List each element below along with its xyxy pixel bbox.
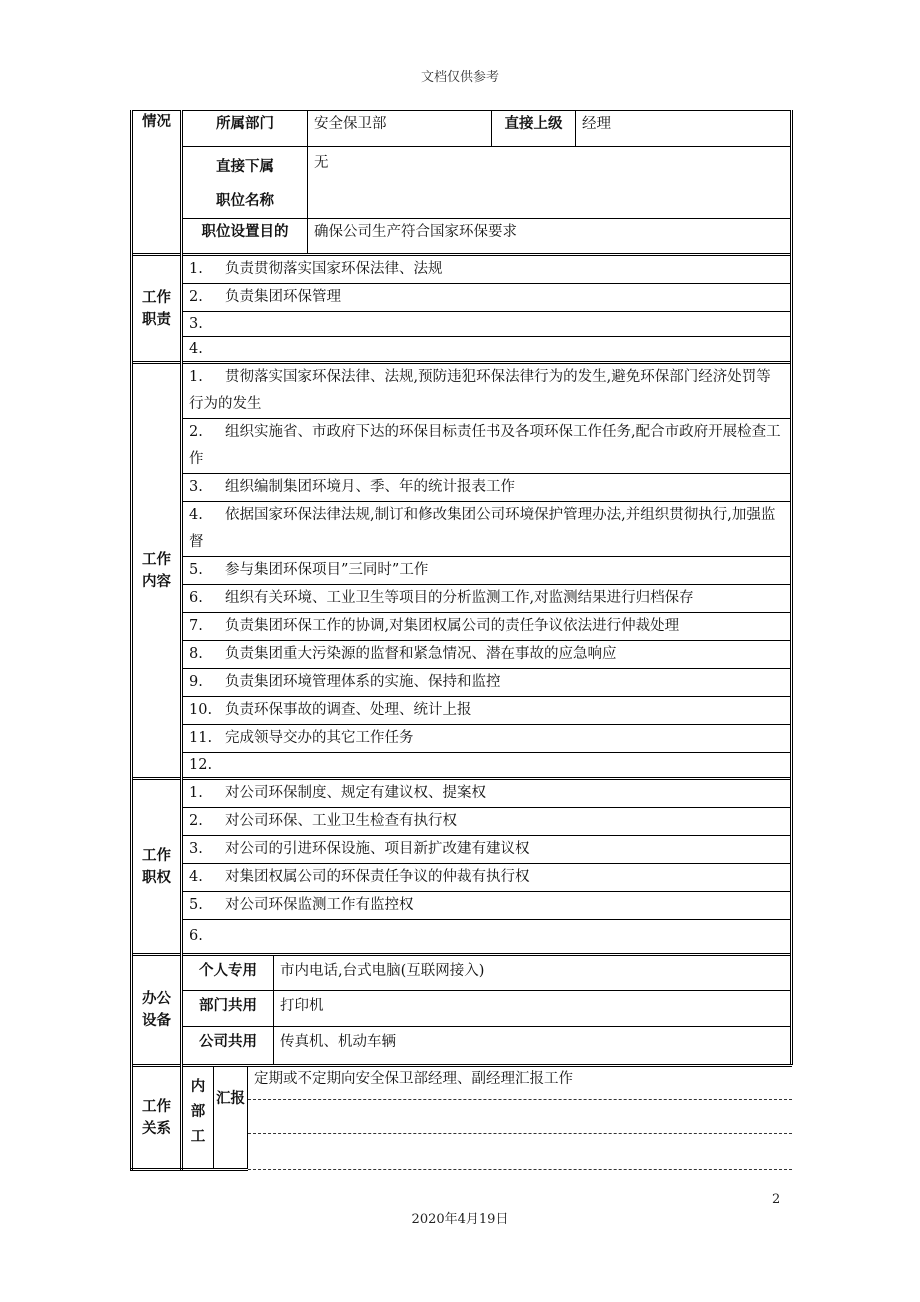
subordinate-label-line-2: 职位名称 <box>216 193 274 209</box>
content-text: 组织编制集团环境月、季、年的统计报表工作 <box>225 479 515 495</box>
content-item-9 <box>182 669 792 697</box>
section-label-authority: 工作职权 <box>132 779 182 954</box>
authority-item-3 <box>182 836 792 864</box>
content-num: 11. <box>189 730 213 746</box>
content-text: 组织有关环境、工业卫生等项目的分析监测工作,对监测结果进行归档保存 <box>225 590 694 606</box>
authority-item-6 <box>182 920 792 954</box>
company-shared-value: 传真机、机动车辆 <box>274 1027 792 1065</box>
section-label-relations: 工作关系 <box>132 1066 182 1170</box>
authority-num: 3. <box>189 841 203 857</box>
content-num: 4. <box>189 507 203 523</box>
section-label-content: 工作内容 <box>132 363 182 779</box>
authority-num: 2. <box>189 813 203 829</box>
content-item-2 <box>182 419 792 474</box>
authority-text: 对公司环保制度、规定有建议权、提案权 <box>225 785 486 801</box>
section-label-situation: 情况 <box>132 111 182 255</box>
content-num: 12. <box>189 757 213 773</box>
authority-num: 5. <box>189 897 203 913</box>
content-num: 8. <box>189 646 203 662</box>
purpose-label: 职位设置目的 <box>182 219 308 255</box>
page-header: 文档仅供参考 <box>420 70 499 85</box>
footer-date: 2020年4月19日 <box>411 1212 509 1227</box>
purpose-value: 确保公司生产符合国家环保要求 <box>308 219 792 255</box>
content-text: 完成领导交办的其它工作任务 <box>225 730 414 746</box>
content-text: 负责集团环保工作的协调,对集团权属公司的责任争议依法进行仲裁处理 <box>225 618 680 634</box>
report-blank-line-2 <box>248 1134 792 1170</box>
duty-item-1 <box>182 255 792 284</box>
subordinate-label <box>182 147 308 219</box>
content-num: 10. <box>189 702 213 718</box>
authority-item-5 <box>182 892 792 920</box>
duty-num: 1. <box>189 261 203 277</box>
authority-num: 6. <box>189 928 203 944</box>
superior-label: 直接上级 <box>492 111 576 147</box>
authority-item-1 <box>182 779 792 808</box>
report-label: 汇报 <box>214 1066 248 1170</box>
content-item-10 <box>182 697 792 725</box>
duty-item-4 <box>182 337 792 363</box>
content-text: 依据国家环保法律法规,制订和修改集团公司环境保护管理办法,并组织贯彻执行,加强监督 <box>189 507 776 550</box>
duty-num: 4. <box>189 341 203 357</box>
content-num: 9. <box>189 674 203 690</box>
authority-text: 对公司的引进环保设施、项目新扩改建有建议权 <box>225 841 530 857</box>
duty-num: 2. <box>189 289 203 305</box>
duty-item-3 <box>182 312 792 337</box>
section-label-equipment: 办公设备 <box>132 955 182 1065</box>
content-item-5 <box>182 557 792 585</box>
content-text: 负责集团重大污染源的监督和紧急情况、潜在事故的应急响应 <box>225 646 617 662</box>
content-text: 参与集团环保项目”三同时”工作 <box>225 562 429 578</box>
content-item-8 <box>182 641 792 669</box>
report-value: 定期或不定期向安全保卫部经理、副经理汇报工作 <box>248 1066 792 1100</box>
content-item-7 <box>182 613 792 641</box>
superior-value: 经理 <box>576 111 792 147</box>
content-item-1 <box>182 363 792 419</box>
content-num: 1. <box>189 369 203 385</box>
authority-text: 对集团权属公司的环保责任争议的仲裁有执行权 <box>225 869 530 885</box>
page-number: 2 <box>772 1192 781 1207</box>
content-text: 负责环保事故的调查、处理、统计上报 <box>225 702 472 718</box>
relations-table <box>130 1064 792 1171</box>
subordinate-label-line-1: 直接下属 <box>216 159 274 175</box>
dept-value: 安全保卫部 <box>308 111 492 147</box>
dept-shared-value: 打印机 <box>274 991 792 1027</box>
report-blank-line-1 <box>248 1100 792 1134</box>
dept-label: 所属部门 <box>182 111 308 147</box>
content-item-12 <box>182 753 792 779</box>
content-item-11 <box>182 725 792 753</box>
authority-num: 4. <box>189 869 203 885</box>
main-table <box>130 110 793 954</box>
content-text: 贯彻落实国家环保法律、法规,预防违犯环保法律行为的发生,避免环保部门经济处罚等行为的发生 <box>189 369 771 412</box>
content-num: 5. <box>189 562 203 578</box>
authority-num: 1. <box>189 785 203 801</box>
authority-item-4 <box>182 864 792 892</box>
authority-text: 对公司环保、工业卫生检查有执行权 <box>225 813 457 829</box>
content-text: 负责集团环境管理体系的实施、保持和监控 <box>225 674 501 690</box>
job-description-table <box>130 110 790 1171</box>
authority-item-2 <box>182 808 792 836</box>
equipment-table <box>130 953 793 1065</box>
duty-item-2 <box>182 284 792 312</box>
section-label-duties: 工作职责 <box>132 255 182 363</box>
personal-value: 市内电话,台式电脑(互联网接入) <box>274 955 792 991</box>
duty-text: 负责集团环保管理 <box>225 289 341 305</box>
content-num: 3. <box>189 479 203 495</box>
dept-shared-label: 部门共用 <box>182 991 274 1027</box>
content-item-4 <box>182 502 792 557</box>
subordinate-value: 无 <box>308 147 792 219</box>
content-text: 组织实施省、市政府下达的环保目标责任书及各项环保工作任务,配合市政府开展检查工作 <box>189 424 781 467</box>
content-num: 2. <box>189 424 203 440</box>
duty-num: 3. <box>189 316 203 332</box>
personal-label: 个人专用 <box>182 955 274 991</box>
content-item-6 <box>182 585 792 613</box>
inner-work-label: 内部工 <box>182 1066 214 1170</box>
authority-text: 对公司环保监测工作有监控权 <box>225 897 414 913</box>
content-item-3 <box>182 474 792 502</box>
content-num: 7. <box>189 618 203 634</box>
content-num: 6. <box>189 590 203 606</box>
company-shared-label: 公司共用 <box>182 1027 274 1065</box>
duty-text: 负责贯彻落实国家环保法律、法规 <box>225 261 443 277</box>
